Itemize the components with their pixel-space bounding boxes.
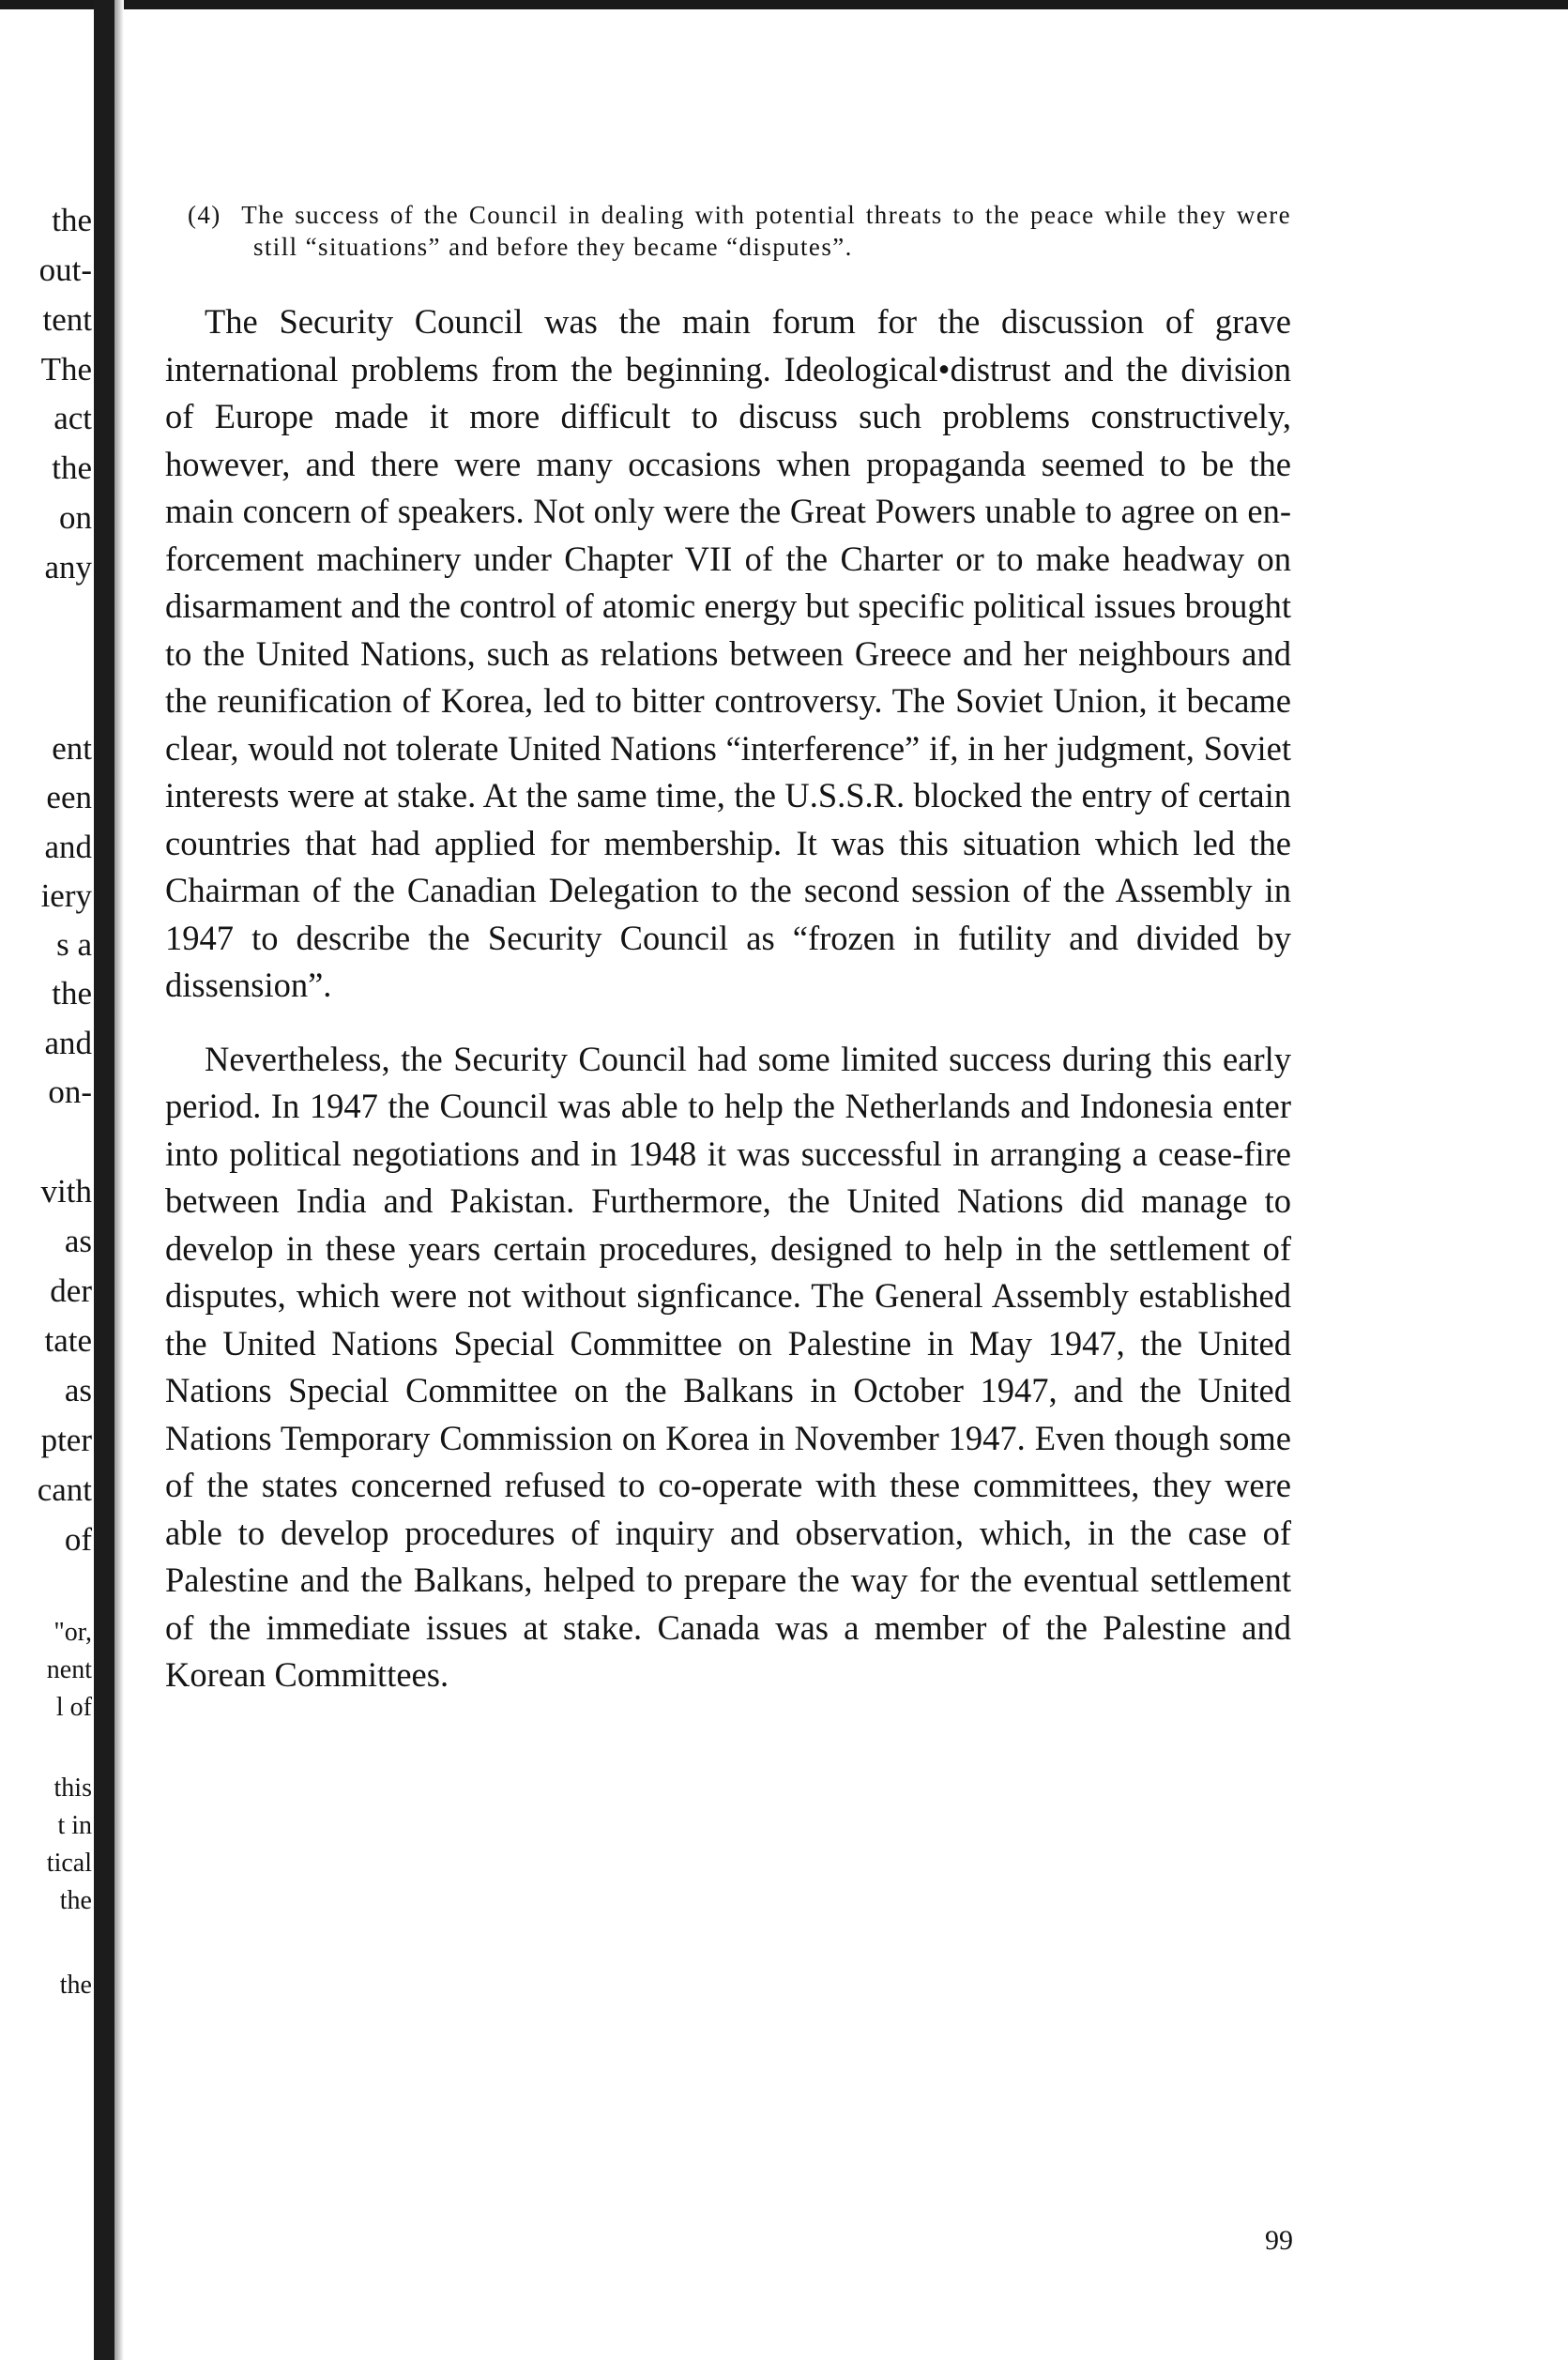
facing-page-fragment: vith: [40, 1173, 92, 1210]
facing-page-fragment: tent: [42, 301, 92, 338]
numbered-list-item: [188, 199, 1291, 263]
facing-page-fragment: as: [64, 1223, 92, 1259]
facing-page-fragment: this: [53, 1774, 92, 1803]
facing-page-fragment: iery: [40, 877, 92, 914]
list-item-text: The success of the Council in dealing with potential threats to the peace while they were still “situations” and before they became “disputes”.: [241, 201, 1291, 261]
facing-page-fragment: as: [64, 1372, 92, 1408]
facing-page-fragment: t in: [57, 1811, 92, 1840]
facing-page-fragment: the: [52, 449, 92, 486]
facing-page-fragment: tate: [44, 1322, 92, 1359]
page-content: [165, 199, 1291, 1726]
facing-page-fragment: een: [46, 779, 92, 815]
spine-shadow: [114, 0, 124, 2360]
facing-page-fragment: the: [59, 1886, 92, 1915]
facing-page-fragment: "or,: [53, 1618, 92, 1647]
facing-page-fragment: any: [44, 549, 92, 586]
facing-page-fragment: der: [50, 1272, 92, 1309]
facing-page-fragment: pter: [40, 1422, 92, 1458]
facing-page-fragment: the: [59, 1971, 92, 2000]
facing-page-fragment: the: [52, 202, 92, 238]
paragraph-security-council-forum: The Security Council was the main forum for the discussion of grave international problems from the beginning. Ideological•distrust and the division of Europe made it more difficult to discuss such problems constructively, however, and there were many occasions when propaganda seemed to be the main concern of speakers. Not only were the Great Powers unable to agree on enforcement machinery under Chapter VII of the Charter or to make headway on disarmament and the control of atomic energy but specific political issues brought to the United Nations, such as relations between Greece and her neighbours and the reunification of Korea, led to bitter controversy. The Soviet Union, it became clear, would not tolerate United Nations “interference” if, in her judgment, Soviet interests were at stake. At the same time, the U.S.S.R. blocked the entry of certain countries that had applied for membership. It was this situation which led the Chairman of the Canadian Delegation to the second session of the Assembly in 1947 to describe the Security Council as “frozen in futility and divided by dissension”.: [165, 302, 1291, 1004]
facing-page-fragment: and: [44, 829, 92, 865]
facing-page-fragment: on: [59, 499, 92, 536]
facing-page-fragment: tical: [46, 1849, 92, 1878]
facing-page-fragment: out-: [38, 251, 92, 288]
facing-page-fragments: [0, 0, 94, 2360]
facing-page-fragment: of: [64, 1521, 92, 1558]
facing-page-fragment: The: [40, 351, 92, 388]
paragraph-limited-success: Nevertheless, the Security Council had some limited success during this early period. In 1947 the Council was able to help the Netherlands and Indonesia enter into political negotiations and in 1948 it was successful in arranging a cease-fire between India and Pakistan. Furthermore, the United Nations did manage to develop in these years certain procedures, designed to help in the settlement of disputes, which were not without signficance. The General Assembly established the United Nations Special Committee on Palestine in May 1947, the United Nations Special Committee on the Balkans in October 1947, and the United Nations Temporary Commission on Korea in November 1947. Even though some of the states concerned refused to co-operate with these committees, they were able to develop procedures of inquiry and observation, which, in the case of Palestine and the Balkans, helped to prepare the way for the eventual settlement of the immediate issues at stake. Canada was a member of the Palestine and Korean Committees.: [165, 1039, 1291, 1694]
facing-page-fragment: cant: [37, 1471, 92, 1508]
facing-page-fragment: the: [52, 975, 92, 1012]
facing-page-fragment: and: [44, 1025, 92, 1061]
facing-page-fragment: l of: [55, 1693, 92, 1722]
facing-page-fragment: ent: [52, 730, 92, 767]
facing-page-fragment: s a: [56, 926, 92, 963]
book-spine: [94, 0, 114, 2360]
page-number: 99: [1265, 2225, 1293, 2256]
facing-page-fragment: on-: [48, 1073, 92, 1110]
scan-top-edge: [0, 0, 1568, 9]
facing-page-fragment: act: [53, 400, 92, 436]
list-marker: (4): [188, 201, 221, 229]
facing-page-fragment: nent: [46, 1655, 92, 1684]
